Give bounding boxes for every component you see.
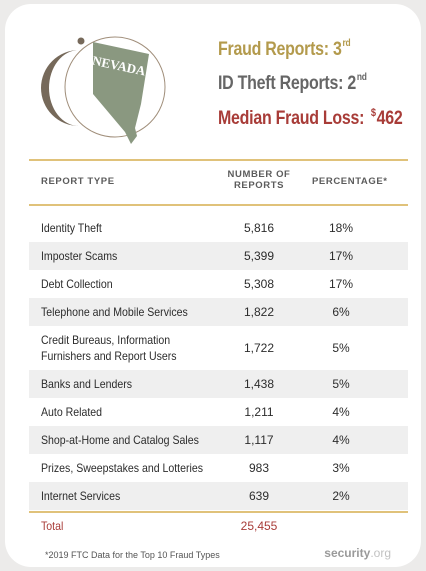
- row-report-type: Debt Collection: [41, 277, 113, 291]
- table-row: [29, 298, 408, 326]
- row-percentage: 5%: [332, 341, 350, 355]
- footnote: *2019 FTC Data for the Top 10 Fraud Types: [45, 550, 220, 560]
- row-percentage: 3%: [332, 461, 350, 475]
- column-header-number: NUMBER OF REPORTS: [227, 169, 291, 191]
- row-percentage: 6%: [332, 305, 350, 319]
- table-row: [29, 242, 408, 270]
- table-row: [29, 426, 408, 454]
- brand-logo: security.org: [324, 546, 391, 560]
- row-percentage: 17%: [328, 277, 354, 291]
- total-label: Total: [41, 519, 64, 533]
- row-report-type: Credit Bureaus, Information Furnishers and Report Users: [41, 333, 177, 363]
- table-row: [29, 214, 408, 242]
- column-header-report-type: REPORT TYPE: [41, 176, 115, 187]
- row-percentage: 5%: [332, 377, 350, 391]
- table-row: [29, 398, 408, 426]
- row-percentage: 18%: [328, 221, 354, 235]
- row-report-type: Auto Related: [41, 405, 103, 419]
- row-percentage: 17%: [328, 249, 354, 263]
- table-total-row: [29, 511, 408, 539]
- fraud-reports-rank: Fraud Reports: 3rd: [218, 38, 351, 60]
- fraud-report-table: [29, 159, 408, 539]
- row-number: 5,816: [243, 221, 275, 235]
- row-number: 1,722: [243, 341, 275, 355]
- row-percentage: 2%: [332, 489, 350, 503]
- table-row: [29, 370, 408, 398]
- id-theft-rank: ID Theft Reports: 2nd: [218, 72, 367, 94]
- table-row: [29, 270, 408, 298]
- infographic-card: [5, 4, 421, 567]
- row-percentage: 4%: [332, 433, 350, 447]
- table-row: [29, 454, 408, 482]
- row-number: 1,117: [244, 433, 274, 447]
- row-report-type: Banks and Lenders: [41, 377, 132, 391]
- row-report-type: Prizes, Sweepstakes and Lotteries: [41, 461, 204, 475]
- table-row: [29, 326, 408, 370]
- row-number: 983: [248, 461, 270, 475]
- row-percentage: 4%: [332, 405, 350, 419]
- row-report-type: Imposter Scams: [41, 249, 118, 263]
- row-report-type: Internet Services: [41, 489, 121, 503]
- row-report-type: Telephone and Mobile Services: [41, 305, 188, 319]
- row-number: 1,822: [243, 305, 275, 319]
- row-number: 5,308: [243, 277, 275, 291]
- nevada-map-graphic: [35, 32, 175, 152]
- orbit-dot: [78, 38, 85, 45]
- table-header: [29, 159, 408, 206]
- state-label: NEVADA: [90, 52, 147, 79]
- row-number: 639: [248, 489, 270, 503]
- row-report-type: Identity Theft: [41, 221, 102, 235]
- row-number: 1,211: [244, 405, 274, 419]
- median-fraud-loss: Median Fraud Loss: $462: [218, 107, 403, 129]
- row-number: 5,399: [243, 249, 275, 263]
- row-report-type: Shop-at-Home and Catalog Sales: [41, 433, 199, 447]
- column-header-percentage: PERCENTAGE*: [312, 176, 388, 187]
- total-number: 25,455: [240, 519, 278, 533]
- row-number: 1,438: [243, 377, 275, 391]
- table-row: [29, 482, 408, 510]
